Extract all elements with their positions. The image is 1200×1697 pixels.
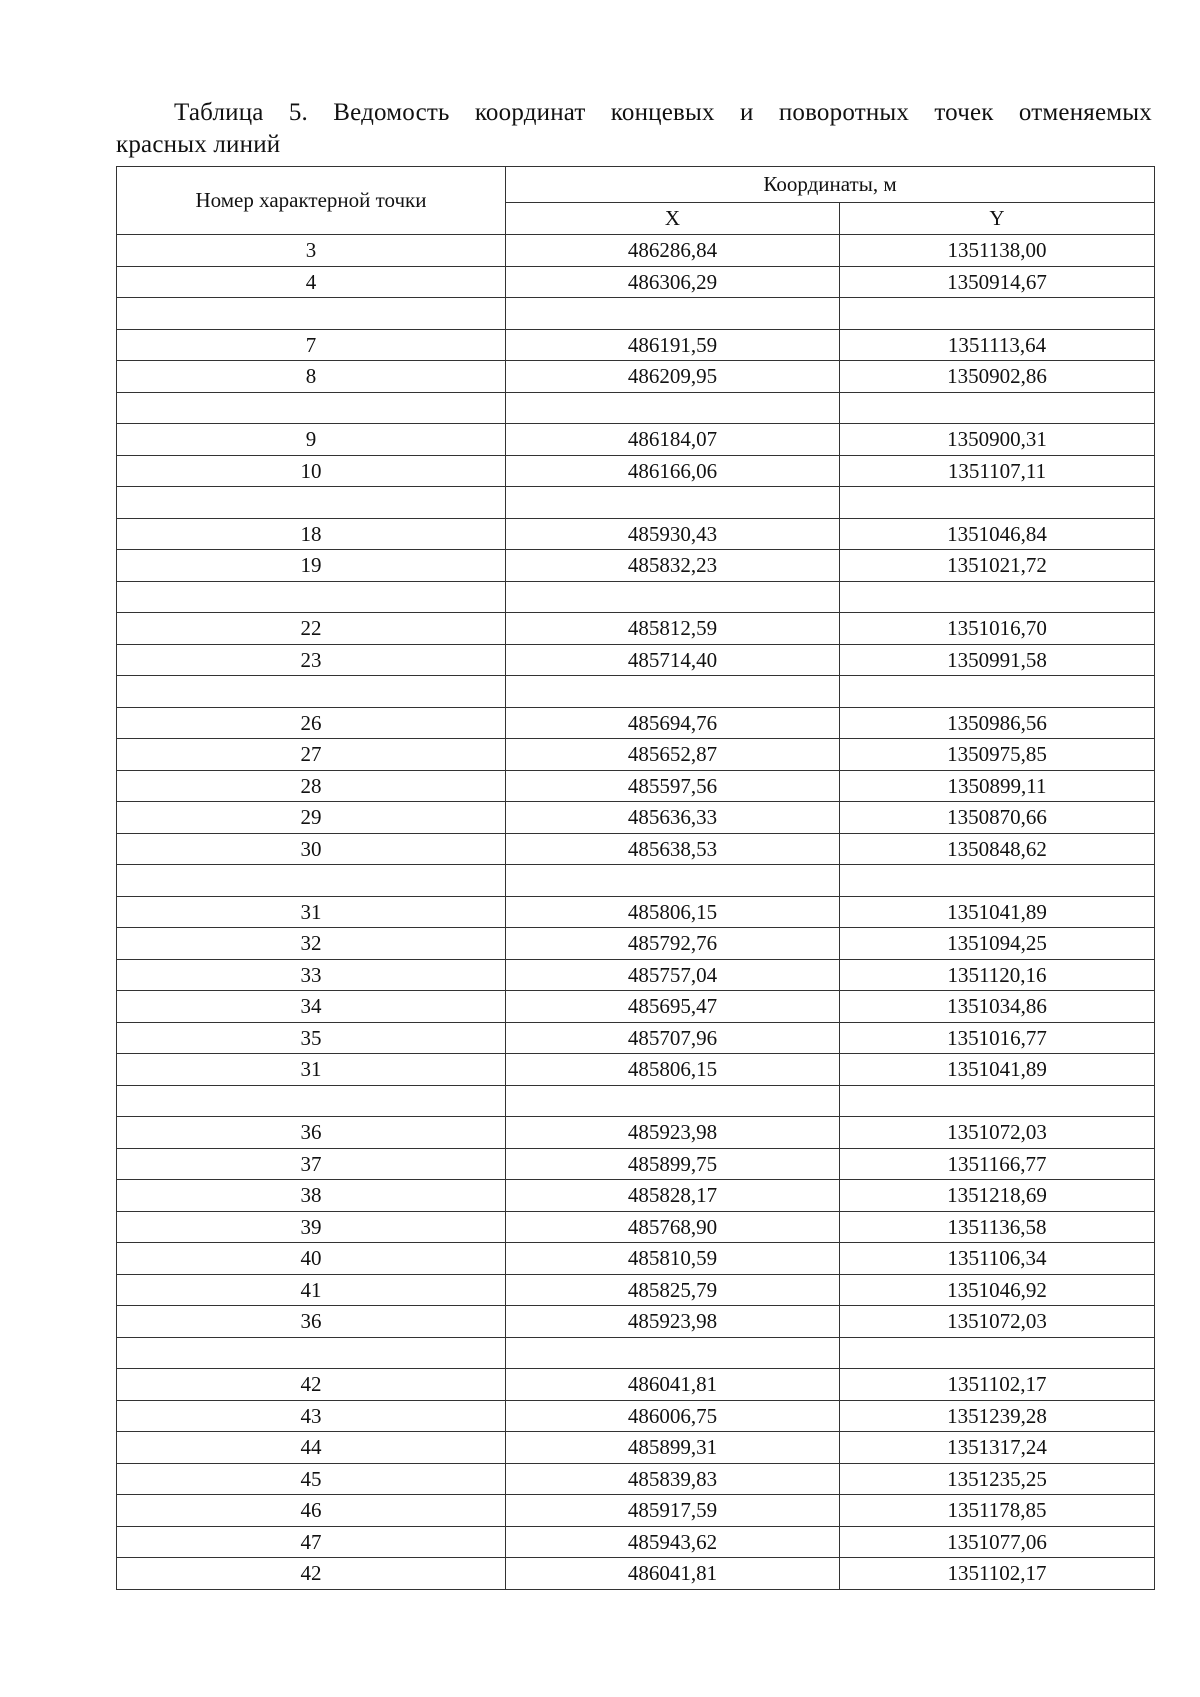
point-number-cell: 34	[117, 991, 506, 1023]
header-point-number: Номер характерной точки	[117, 167, 506, 235]
point-number-cell: 29	[117, 802, 506, 834]
point-number-cell: 47	[117, 1526, 506, 1558]
y-coordinate-cell	[840, 581, 1155, 613]
point-number-cell	[117, 487, 506, 519]
table-row	[117, 928, 1155, 960]
x-coordinate-cell: 485839,83	[506, 1463, 840, 1495]
point-number-cell: 18	[117, 518, 506, 550]
table-row	[117, 1148, 1155, 1180]
table-row	[117, 959, 1155, 991]
point-number-cell: 30	[117, 833, 506, 865]
point-number-cell: 31	[117, 896, 506, 928]
point-number-cell: 37	[117, 1148, 506, 1180]
y-coordinate-cell: 1350902,86	[840, 361, 1155, 393]
table-row	[117, 1400, 1155, 1432]
point-number-cell	[117, 676, 506, 708]
table-row	[117, 1495, 1155, 1527]
table-row	[117, 581, 1155, 613]
point-number-cell: 26	[117, 707, 506, 739]
table-row	[117, 991, 1155, 1023]
x-coordinate-cell	[506, 676, 840, 708]
point-number-cell: 3	[117, 235, 506, 267]
y-coordinate-cell: 1351034,86	[840, 991, 1155, 1023]
y-coordinate-cell	[840, 487, 1155, 519]
y-coordinate-cell: 1351113,64	[840, 329, 1155, 361]
x-coordinate-cell: 486166,06	[506, 455, 840, 487]
table-row	[117, 1432, 1155, 1464]
x-coordinate-cell: 485923,98	[506, 1117, 840, 1149]
point-number-cell: 38	[117, 1180, 506, 1212]
x-coordinate-cell: 485943,62	[506, 1526, 840, 1558]
y-coordinate-cell: 1350986,56	[840, 707, 1155, 739]
y-coordinate-cell: 1351016,70	[840, 613, 1155, 645]
table-row	[117, 1558, 1155, 1590]
point-number-cell: 9	[117, 424, 506, 456]
y-coordinate-cell: 1351218,69	[840, 1180, 1155, 1212]
y-coordinate-cell	[840, 298, 1155, 330]
x-coordinate-cell: 485832,23	[506, 550, 840, 582]
y-coordinate-cell: 1350900,31	[840, 424, 1155, 456]
table-row	[117, 707, 1155, 739]
y-coordinate-cell: 1351021,72	[840, 550, 1155, 582]
table-row	[117, 833, 1155, 865]
table-row	[117, 298, 1155, 330]
y-coordinate-cell: 1351046,92	[840, 1274, 1155, 1306]
y-coordinate-cell: 1351317,24	[840, 1432, 1155, 1464]
y-coordinate-cell: 1351235,25	[840, 1463, 1155, 1495]
y-coordinate-cell: 1351016,77	[840, 1022, 1155, 1054]
y-coordinate-cell: 1351072,03	[840, 1306, 1155, 1338]
x-coordinate-cell	[506, 487, 840, 519]
x-coordinate-cell	[506, 581, 840, 613]
point-number-cell: 40	[117, 1243, 506, 1275]
table-row	[117, 329, 1155, 361]
header-x: X	[506, 203, 840, 235]
y-coordinate-cell	[840, 865, 1155, 897]
table-row	[117, 644, 1155, 676]
x-coordinate-cell: 485806,15	[506, 896, 840, 928]
y-coordinate-cell: 1351239,28	[840, 1400, 1155, 1432]
point-number-cell: 44	[117, 1432, 506, 1464]
y-coordinate-cell: 1350991,58	[840, 644, 1155, 676]
table-row	[117, 1337, 1155, 1369]
x-coordinate-cell: 485810,59	[506, 1243, 840, 1275]
table-row	[117, 676, 1155, 708]
x-coordinate-cell: 485695,47	[506, 991, 840, 1023]
x-coordinate-cell: 485636,33	[506, 802, 840, 834]
y-coordinate-cell: 1351077,06	[840, 1526, 1155, 1558]
x-coordinate-cell: 486191,59	[506, 329, 840, 361]
table-row	[117, 1180, 1155, 1212]
point-number-cell: 23	[117, 644, 506, 676]
y-coordinate-cell	[840, 1085, 1155, 1117]
x-coordinate-cell	[506, 1337, 840, 1369]
table-row	[117, 1463, 1155, 1495]
table-row	[117, 550, 1155, 582]
point-number-cell: 31	[117, 1054, 506, 1086]
y-coordinate-cell	[840, 676, 1155, 708]
x-coordinate-cell	[506, 392, 840, 424]
point-number-cell: 45	[117, 1463, 506, 1495]
x-coordinate-cell: 486041,81	[506, 1369, 840, 1401]
table-row	[117, 896, 1155, 928]
point-number-cell: 8	[117, 361, 506, 393]
y-coordinate-cell: 1351106,34	[840, 1243, 1155, 1275]
point-number-cell	[117, 1337, 506, 1369]
y-coordinate-cell: 1351041,89	[840, 896, 1155, 928]
table-row	[117, 1054, 1155, 1086]
table-row	[117, 487, 1155, 519]
point-number-cell: 4	[117, 266, 506, 298]
table-row	[117, 1211, 1155, 1243]
y-coordinate-cell: 1351102,17	[840, 1369, 1155, 1401]
x-coordinate-cell: 485812,59	[506, 613, 840, 645]
y-coordinate-cell: 1350914,67	[840, 266, 1155, 298]
point-number-cell	[117, 581, 506, 613]
y-coordinate-cell: 1351072,03	[840, 1117, 1155, 1149]
x-coordinate-cell: 486306,29	[506, 266, 840, 298]
point-number-cell: 41	[117, 1274, 506, 1306]
x-coordinate-cell	[506, 865, 840, 897]
table-row	[117, 1117, 1155, 1149]
point-number-cell: 39	[117, 1211, 506, 1243]
point-number-cell: 42	[117, 1558, 506, 1590]
table-row	[117, 613, 1155, 645]
point-number-cell: 28	[117, 770, 506, 802]
point-number-cell: 35	[117, 1022, 506, 1054]
table-body	[117, 235, 1155, 1590]
x-coordinate-cell	[506, 1085, 840, 1117]
point-number-cell: 36	[117, 1306, 506, 1338]
table-row	[117, 865, 1155, 897]
point-number-cell: 22	[117, 613, 506, 645]
x-coordinate-cell: 485825,79	[506, 1274, 840, 1306]
y-coordinate-cell: 1351041,89	[840, 1054, 1155, 1086]
x-coordinate-cell: 485638,53	[506, 833, 840, 865]
y-coordinate-cell: 1351136,58	[840, 1211, 1155, 1243]
x-coordinate-cell: 486209,95	[506, 361, 840, 393]
point-number-cell	[117, 392, 506, 424]
point-number-cell: 36	[117, 1117, 506, 1149]
x-coordinate-cell: 485714,40	[506, 644, 840, 676]
x-coordinate-cell: 485806,15	[506, 1054, 840, 1086]
y-coordinate-cell: 1350975,85	[840, 739, 1155, 771]
point-number-cell	[117, 1085, 506, 1117]
table-row	[117, 361, 1155, 393]
point-number-cell: 7	[117, 329, 506, 361]
table-row	[117, 1526, 1155, 1558]
y-coordinate-cell	[840, 392, 1155, 424]
table-row	[117, 518, 1155, 550]
point-number-cell: 27	[117, 739, 506, 771]
x-coordinate-cell: 485828,17	[506, 1180, 840, 1212]
table-row	[117, 392, 1155, 424]
table-row	[117, 1022, 1155, 1054]
x-coordinate-cell: 485757,04	[506, 959, 840, 991]
table-row	[117, 1274, 1155, 1306]
y-coordinate-cell: 1350899,11	[840, 770, 1155, 802]
x-coordinate-cell: 486041,81	[506, 1558, 840, 1590]
x-coordinate-cell: 486286,84	[506, 235, 840, 267]
point-number-cell: 43	[117, 1400, 506, 1432]
x-coordinate-cell: 485923,98	[506, 1306, 840, 1338]
x-coordinate-cell: 485917,59	[506, 1495, 840, 1527]
table-row	[117, 235, 1155, 267]
y-coordinate-cell: 1351138,00	[840, 235, 1155, 267]
table-caption	[116, 97, 1152, 161]
table-row	[117, 802, 1155, 834]
header-y: Y	[840, 203, 1155, 235]
point-number-cell: 32	[117, 928, 506, 960]
table-row	[117, 770, 1155, 802]
x-coordinate-cell: 485792,76	[506, 928, 840, 960]
y-coordinate-cell	[840, 1337, 1155, 1369]
y-coordinate-cell: 1351094,25	[840, 928, 1155, 960]
x-coordinate-cell: 485597,56	[506, 770, 840, 802]
y-coordinate-cell: 1351107,11	[840, 455, 1155, 487]
table-row	[117, 266, 1155, 298]
table-row	[117, 424, 1155, 456]
y-coordinate-cell: 1351120,16	[840, 959, 1155, 991]
table-row	[117, 739, 1155, 771]
x-coordinate-cell: 485899,31	[506, 1432, 840, 1464]
x-coordinate-cell: 485930,43	[506, 518, 840, 550]
point-number-cell: 19	[117, 550, 506, 582]
x-coordinate-cell: 486184,07	[506, 424, 840, 456]
y-coordinate-cell: 1351166,77	[840, 1148, 1155, 1180]
y-coordinate-cell: 1350848,62	[840, 833, 1155, 865]
table-row	[117, 1369, 1155, 1401]
y-coordinate-cell: 1351102,17	[840, 1558, 1155, 1590]
header-coordinates: Координаты, м	[506, 167, 1155, 203]
y-coordinate-cell: 1350870,66	[840, 802, 1155, 834]
point-number-cell	[117, 298, 506, 330]
x-coordinate-cell	[506, 298, 840, 330]
x-coordinate-cell: 485694,76	[506, 707, 840, 739]
x-coordinate-cell: 485652,87	[506, 739, 840, 771]
caption-line-2: красных линий	[116, 131, 281, 158]
table-row	[117, 1306, 1155, 1338]
point-number-cell: 10	[117, 455, 506, 487]
point-number-cell	[117, 865, 506, 897]
x-coordinate-cell: 486006,75	[506, 1400, 840, 1432]
y-coordinate-cell: 1351178,85	[840, 1495, 1155, 1527]
table-row	[117, 455, 1155, 487]
point-number-cell: 46	[117, 1495, 506, 1527]
point-number-cell: 42	[117, 1369, 506, 1401]
point-number-cell: 33	[117, 959, 506, 991]
table-row	[117, 1085, 1155, 1117]
x-coordinate-cell: 485707,96	[506, 1022, 840, 1054]
caption-line-1: Таблица 5. Ведомость координат концевых и поворотных точек отменяемых	[174, 99, 1152, 126]
y-coordinate-cell: 1351046,84	[840, 518, 1155, 550]
x-coordinate-cell: 485899,75	[506, 1148, 840, 1180]
table-row	[117, 1243, 1155, 1275]
x-coordinate-cell: 485768,90	[506, 1211, 840, 1243]
coordinates-table	[116, 166, 1155, 1590]
